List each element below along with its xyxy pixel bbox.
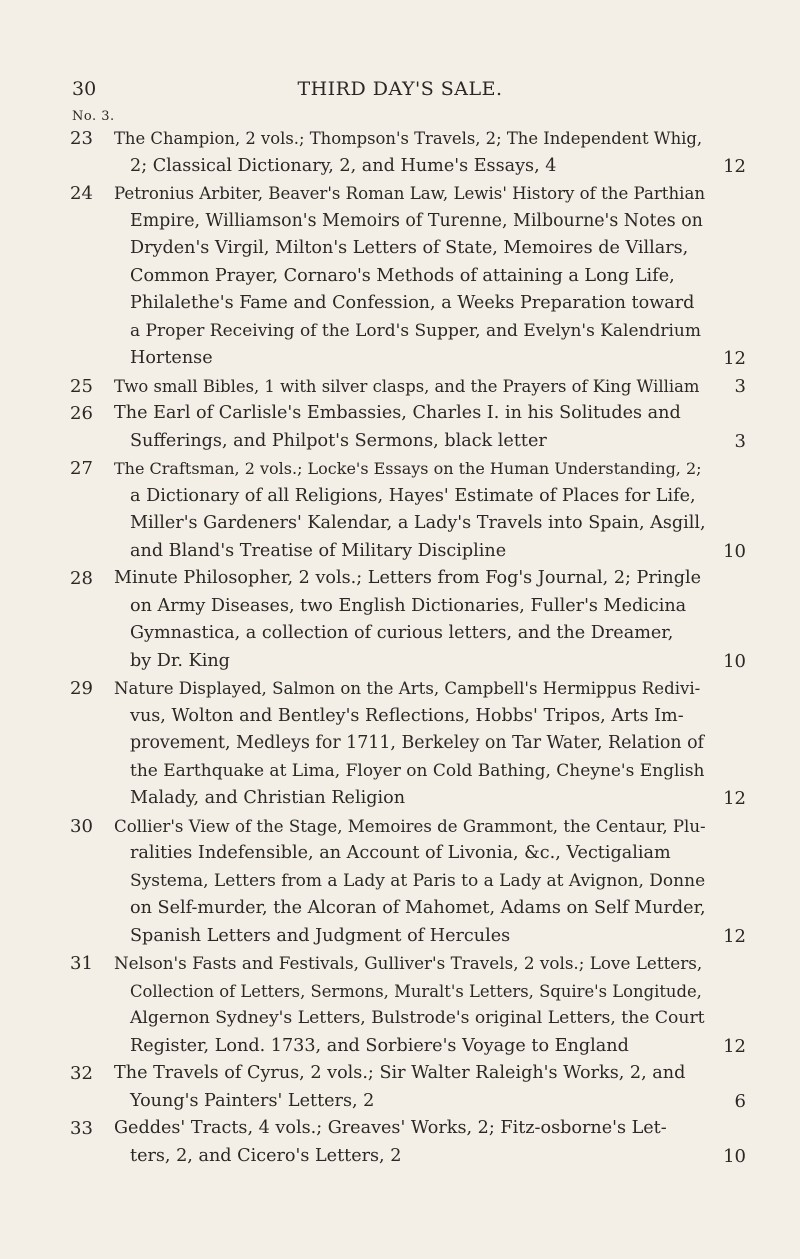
lot-number: 26 [70,403,93,424]
lot-entry [70,1060,746,1115]
lot-description-line: 2; Classical Dictionary, 2, and Hume's Essays, 4 [130,155,557,176]
lot-entry [70,373,746,401]
lot-price: 12 [723,925,746,947]
lot-number: 29 [70,678,93,699]
lot-description-line: ters, 2, and Cicero's Letters, 2 [130,1145,402,1166]
lot-description-line: Malady, and Christian Religion [130,788,406,808]
lot-number: 25 [70,375,93,397]
lot-description-line: and Bland's Treatise of Military Discipline [130,540,507,561]
running-title: THIRD DAY'S SALE. [297,78,503,100]
lot-description-line: Register, Lond. 1733, and Sorbiere's Voyage to England [130,1035,629,1056]
lot-description-line: The Champion, 2 vols.; Thompson's Travels, 2; The Independent Whig, [114,129,703,148]
lot-description-line: Gymnastica, a collection of curious letters, and the Dreamer, [130,623,674,643]
lot-number: 32 [70,1063,93,1084]
lot-number: 33 [70,1118,93,1139]
lot-description-line: The Craftsman, 2 vols.; Locke's Essays on the Human Understanding, 2; [114,459,702,478]
lot-description [114,950,746,1060]
lot-number: 27 [70,458,93,479]
lot-price: 3 [734,430,746,452]
lot-entry [70,675,746,813]
lot-entry [70,565,746,675]
lot-number: 31 [70,953,93,974]
lot-entry [70,455,746,565]
lot-description-line: a Dictionary of all Religions, Hayes' Estimate of Places for Life, [130,485,696,506]
lot-price: 10 [723,650,746,672]
lot-price: 6 [734,1090,746,1112]
lot-description-line: on Self-murder, the Alcoran of Mahomet, Adams on Self Murder, [130,898,706,918]
page-header [0,78,800,106]
lot-description [114,373,746,401]
lot-description-line: Algernon Sydney's Letters, Bulstrode's original Letters, the Court [130,1008,705,1028]
lot-price: 3 [734,375,746,397]
lot-description-line: The Travels of Cyrus, 2 vols.; Sir Walter Raleigh's Works, 2, and [114,1063,686,1083]
lot-description [114,565,746,675]
lot-description-line: Minute Philosopher, 2 vols.; Letters from Fog's Journal, 2; Pringle [114,568,702,588]
lot-description-line: Nelson's Fasts and Festivals, Gulliver's Travels, 2 vols.; Love Letters, [114,953,703,973]
lot-entry [70,400,746,455]
lot-description-line: Geddes' Tracts, 4 vols.; Greaves' Works, 2; Fitz-osborne's Let- [114,1118,667,1138]
lot-description-line: by Dr. King [130,650,230,671]
lot-price: 10 [723,1145,746,1167]
lot-description-line: Miller's Gardeners' Kalendar, a Lady's Travels into Spain, Asgill, [130,513,706,533]
lot-price: 12 [723,348,746,369]
lot-description-line: Young's Painters' Letters, 2 [130,1090,375,1111]
lot-description-line: Systema, Letters from a Lady at Paris to a Lady at Avignon, Donne [130,870,706,891]
lot-description-line: Sufferings, and Philpot's Sermons, black letter [130,430,547,451]
lot-number: 28 [70,568,93,589]
lot-description-line: Common Prayer, Cornaro's Methods of attaining a Long Life, [130,265,675,286]
lot-price: 12 [723,155,746,177]
lot-description-line: Hortense [130,348,213,368]
lot-number: 30 [70,815,93,837]
lot-entry [70,950,746,1060]
lot-entry [70,1115,746,1170]
lot-description-line: ralities Indefensible, an Account of Livonia, &c., Vectigaliam [130,843,671,863]
lot-entry [70,125,746,180]
lot-price: 10 [723,540,746,562]
lot-list [70,125,746,1170]
page-number: 30 [72,78,97,100]
lot-description-line: a Proper Receiving of the Lord's Supper, and Evelyn's Kalendrium [130,320,701,341]
lot-description-line: provement, Medleys for 1711, Berkeley on Tar Water, Relation of [130,733,704,753]
lot-entry [70,180,746,373]
lot-description-line: Philalethe's Fame and Confession, a Weeks Preparation toward [130,293,695,313]
lot-description [114,813,746,951]
lot-description-line: The Earl of Carlisle's Embassies, Charles I. in his Solitudes and [114,403,681,423]
lot-description-line: on Army Diseases, two English Dictionaries, Fuller's Medicina [130,595,687,616]
lot-description-line: Dryden's Virgil, Milton's Letters of State, Memoires de Villars, [130,238,689,258]
sale-number: No. 3. [72,109,115,124]
lot-description-line: Collection of Letters, Sermons, Muralt's Letters, Squire's Longitude, [130,981,702,1001]
lot-description-line: Empire, Williamson's Memoirs of Turenne, Milbourne's Notes on [130,210,703,231]
lot-description [114,455,746,565]
lot-description [114,180,746,373]
lot-description [114,1115,746,1170]
lot-entry [70,813,746,951]
lot-description [114,125,746,180]
lot-price: 12 [723,1035,746,1057]
lot-description [114,675,746,813]
lot-description-line: Nature Displayed, Salmon on the Arts, Campbell's Hermippus Redivi- [114,679,701,698]
lot-description-line: Collier's View of the Stage, Memoires de Grammont, the Centaur, Plu- [114,816,706,836]
lot-price: 12 [723,788,746,809]
lot-description-line: Petronius Arbiter, Beaver's Roman Law, Lewis' History of the Parthian [114,184,706,203]
lot-description [114,400,746,455]
lot-number: 24 [70,183,93,204]
lot-description-line: Spanish Letters and Judgment of Hercules [130,925,511,946]
lot-description [114,1060,746,1115]
lot-description-line: vus, Wolton and Bentley's Reflections, Hobbs' Tripos, Arts Im- [130,705,684,726]
lot-description-line: Two small Bibles, 1 with silver clasps, and the Prayers of King William [114,376,700,396]
lot-number: 23 [70,128,93,149]
lot-description-line: the Earthquake at Lima, Floyer on Cold Bathing, Cheyne's English [130,760,705,781]
